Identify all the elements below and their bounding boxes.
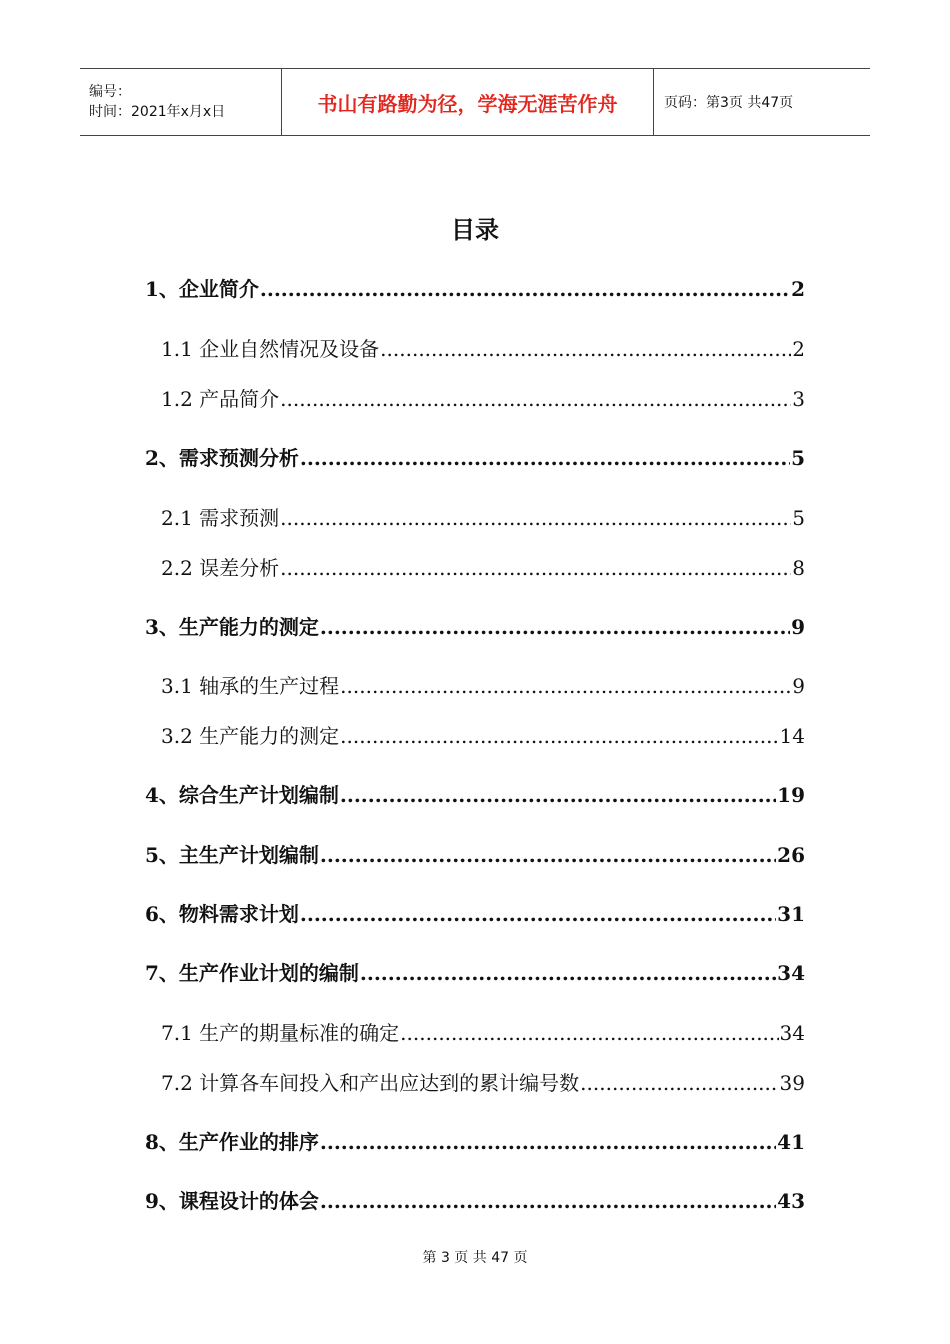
toc-leader bbox=[320, 1189, 776, 1213]
toc-entry-page: 31 bbox=[777, 902, 805, 926]
toc-entry-text: 1.1 企业自然情况及设备 bbox=[161, 337, 380, 361]
toc-leader bbox=[300, 446, 790, 470]
toc-leader bbox=[320, 1130, 776, 1154]
toc-entry-page: 5 bbox=[792, 506, 805, 530]
toc-entry-page: 19 bbox=[777, 783, 805, 807]
toc-leader bbox=[340, 674, 791, 698]
toc-entry[interactable] bbox=[161, 383, 805, 412]
toc-entry-text: 2.1 需求预测 bbox=[161, 506, 280, 530]
toc-entry[interactable] bbox=[145, 273, 805, 302]
toc-leader bbox=[380, 337, 791, 361]
toc-entry-text: 2.2 误差分析 bbox=[161, 556, 280, 580]
toc-entry-text: 9、课程设计的体会 bbox=[145, 1189, 319, 1213]
toc-leader bbox=[320, 843, 776, 867]
toc-entry[interactable] bbox=[161, 552, 805, 581]
toc-entry-text: 3.1 轴承的生产过程 bbox=[161, 674, 340, 698]
toc-leader bbox=[280, 556, 791, 580]
header-page: 页码：第3页 共47页 bbox=[664, 95, 794, 111]
toc-entry-page: 8 bbox=[792, 556, 805, 580]
toc-leader bbox=[260, 277, 790, 301]
toc-title: 目录 bbox=[451, 216, 499, 244]
toc-entry-text: 1、企业简介 bbox=[145, 277, 259, 301]
toc-entry[interactable] bbox=[145, 839, 805, 868]
toc-entry-text: 7、生产作业计划的编制 bbox=[145, 961, 359, 985]
toc-leader bbox=[360, 961, 776, 985]
toc-entry-text: 6、物料需求计划 bbox=[145, 902, 299, 926]
toc-entry[interactable] bbox=[145, 779, 805, 808]
toc-entry[interactable] bbox=[145, 442, 805, 471]
header-motto: 书山有路勤为径，学海无涯苦作舟 bbox=[317, 91, 618, 116]
toc-entry[interactable] bbox=[145, 1126, 805, 1155]
toc-leader bbox=[280, 506, 791, 530]
toc-entry-page: 34 bbox=[777, 961, 805, 985]
toc-entry-page: 9 bbox=[792, 674, 805, 698]
header-time: 时间：2021年x月x日 bbox=[89, 104, 226, 120]
toc-entry-page: 3 bbox=[792, 387, 805, 411]
toc-leader bbox=[340, 724, 778, 748]
toc-entry-text: 2、需求预测分析 bbox=[145, 446, 299, 470]
toc-entry[interactable] bbox=[161, 720, 805, 749]
toc-entry-page: 41 bbox=[777, 1130, 805, 1154]
header-number: 编号： bbox=[89, 84, 131, 100]
toc-entry-text: 3.2 生产能力的测定 bbox=[161, 724, 340, 748]
toc-leader bbox=[300, 902, 776, 926]
toc-leader bbox=[580, 1071, 778, 1095]
toc-entry-text: 1.2 产品简介 bbox=[161, 387, 280, 411]
toc-entry-page: 26 bbox=[777, 843, 805, 867]
toc-entry-text: 4、综合生产计划编制 bbox=[145, 783, 339, 807]
toc-leader bbox=[340, 783, 776, 807]
toc-entry-page: 39 bbox=[779, 1071, 805, 1095]
toc-entry-text: 7.2 计算各车间投入和产出应达到的累计编号数 bbox=[161, 1071, 580, 1095]
toc-entry-text: 5、主生产计划编制 bbox=[145, 843, 319, 867]
toc-entry-text: 8、生产作业的排序 bbox=[145, 1130, 319, 1154]
page-footer: 第 3 页 共 47 页 bbox=[422, 1250, 528, 1266]
toc-entry-page: 43 bbox=[777, 1189, 805, 1213]
toc-entry-page: 9 bbox=[791, 615, 805, 639]
toc-entry[interactable] bbox=[145, 611, 805, 640]
toc-entry[interactable] bbox=[145, 1185, 805, 1214]
toc-entry-page: 2 bbox=[791, 277, 805, 301]
toc-entry-page: 2 bbox=[792, 337, 805, 361]
toc-leader bbox=[320, 615, 790, 639]
toc-leader bbox=[280, 387, 791, 411]
toc-entry[interactable] bbox=[161, 333, 805, 362]
toc-leader bbox=[400, 1021, 778, 1045]
toc-entry[interactable] bbox=[161, 1017, 805, 1046]
toc-entry[interactable] bbox=[145, 898, 805, 927]
toc-entry[interactable] bbox=[161, 1067, 805, 1096]
toc-entry-text: 3、生产能力的测定 bbox=[145, 615, 319, 639]
toc-entry[interactable] bbox=[161, 502, 805, 531]
toc-entry-text: 7.1 生产的期量标准的确定 bbox=[161, 1021, 400, 1045]
toc-entry-page: 34 bbox=[779, 1021, 805, 1045]
toc-entry-page: 5 bbox=[791, 446, 805, 470]
toc-entry-page: 14 bbox=[779, 724, 805, 748]
toc-entry[interactable] bbox=[145, 957, 805, 986]
toc-entry[interactable] bbox=[161, 670, 805, 699]
